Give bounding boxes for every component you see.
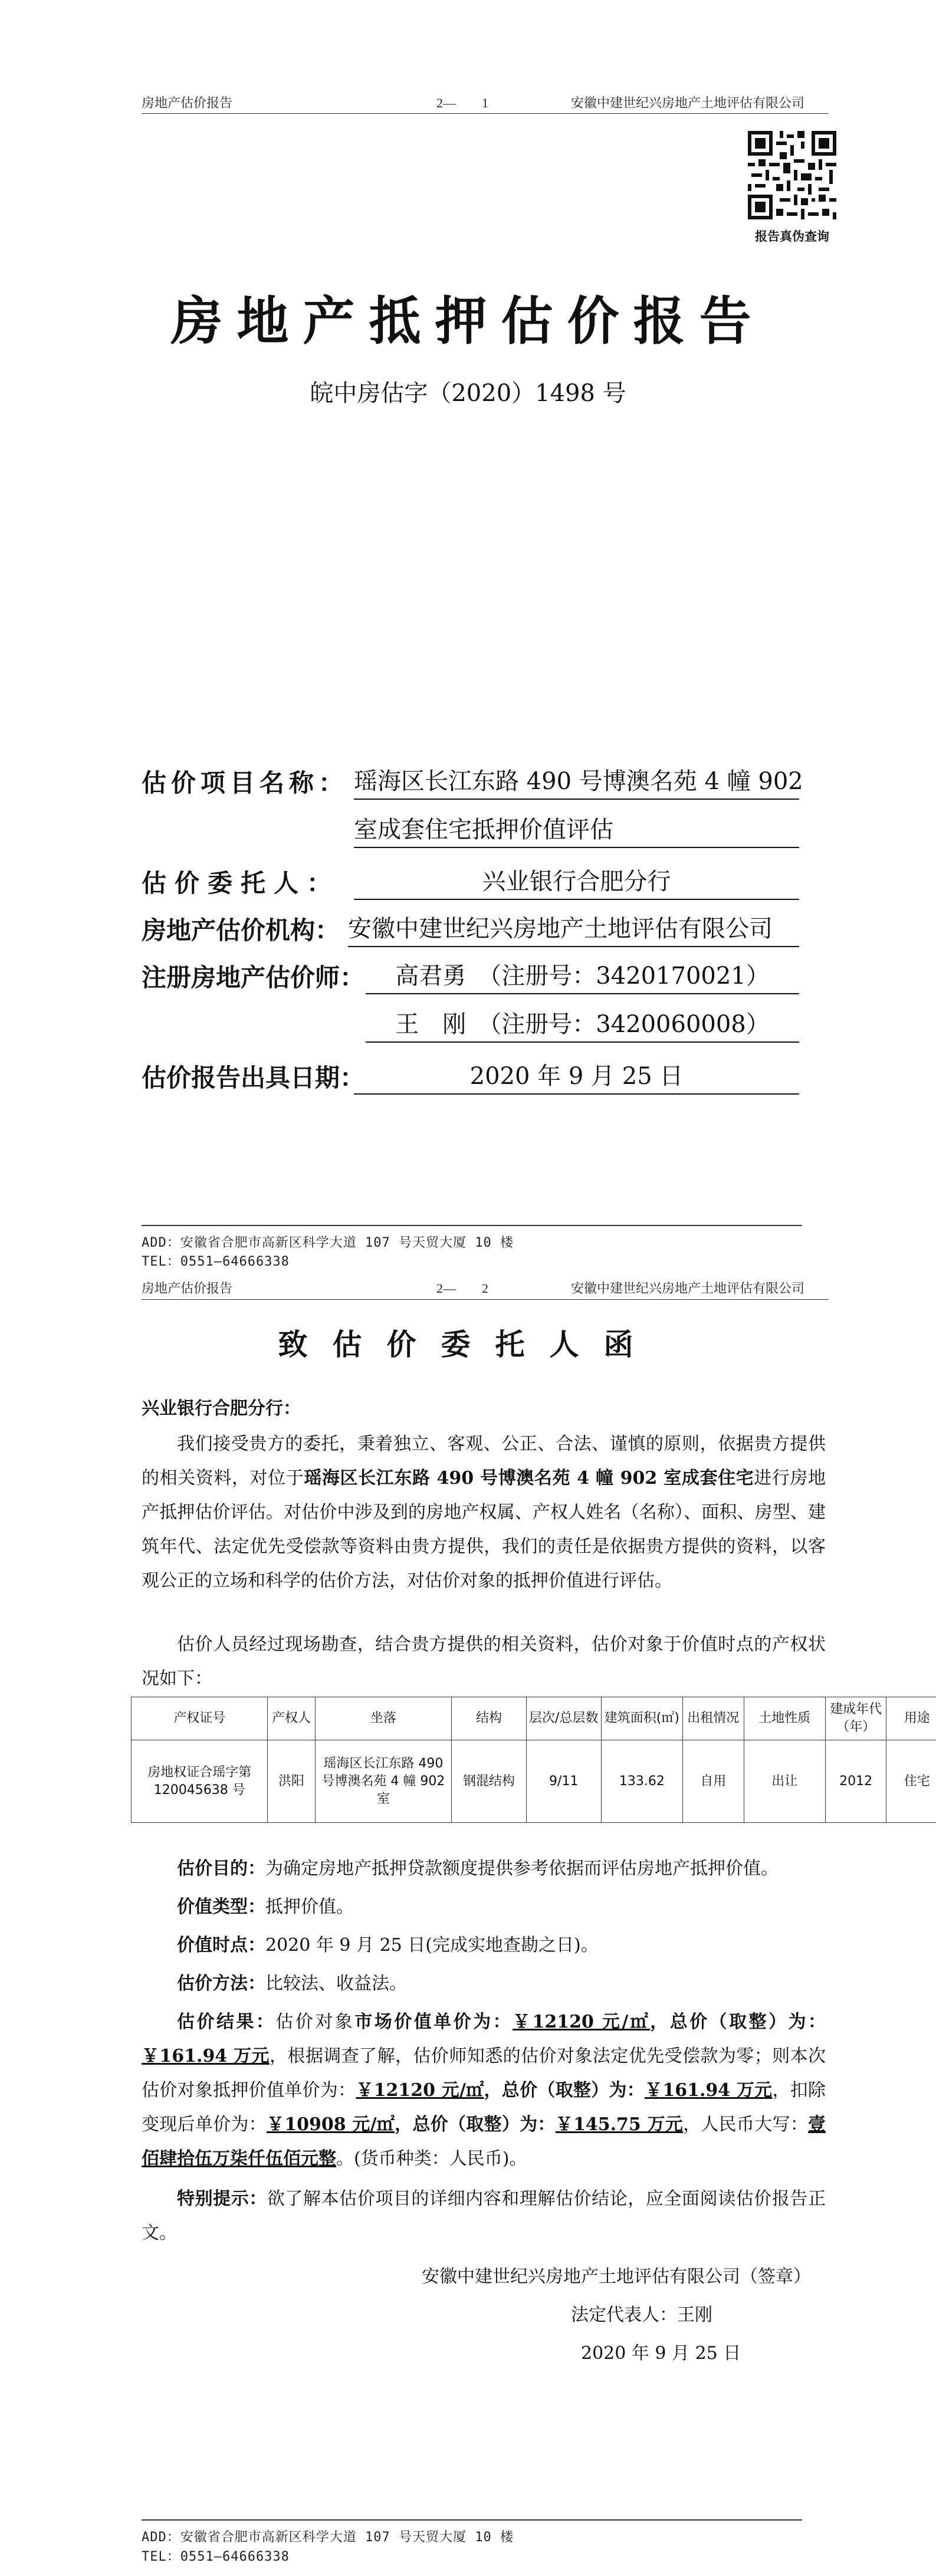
agency-label: 房地产估价机构： <box>142 916 340 945</box>
signature-date: 2020 年 9 月 25 日 <box>581 2343 741 2364</box>
page2-footer-address: ADD：安徽省合肥市高新区科学大道 107 号天贸大厦 10 楼 <box>142 2530 514 2545</box>
report-number: 皖中房估字（2020）1498 号 <box>310 380 626 407</box>
table-cell: 2012 <box>825 1740 886 1823</box>
page1-header-rule <box>142 113 829 114</box>
table-cell: 房地权证合瑶字第 120045638 号 <box>132 1740 268 1823</box>
page2-footer-rule <box>142 2519 802 2521</box>
table-header-cell: 建筑面积(㎡) <box>601 1697 682 1740</box>
table-header-cell: 坐落 <box>315 1697 451 1740</box>
appraiser-label: 注册房地产估价师： <box>142 963 365 992</box>
report-title: 房地产抵押估价报告 <box>170 290 766 351</box>
qr-code-icon[interactable] <box>748 131 836 219</box>
property-table <box>131 1697 936 1823</box>
page1-footer-rule <box>142 1225 802 1226</box>
table-header-cell: 结构 <box>452 1697 527 1740</box>
signature-representative: 法定代表人：王刚 <box>571 2305 712 2325</box>
table-cell: 出让 <box>744 1740 825 1823</box>
status-paragraph: 估价人员经过现场勘查，结合贵方提供的相关资料，估价对象于价值时点的产权状况如下： <box>142 1634 826 1689</box>
page2-header-rule <box>142 1299 829 1300</box>
page1-footer-address: ADD：安徽省合肥市高新区科学大道 107 号天贸大厦 10 楼 <box>142 1236 514 1250</box>
page2-header-page: 2— 2 <box>436 1281 489 1296</box>
table-header-cell: 产权人 <box>268 1697 315 1740</box>
table-header-cell: 层次/总层数 <box>526 1697 601 1740</box>
method-line: 估价方法：比较法、收益法。 <box>177 1973 407 1994</box>
letter-title: 致估价委托人函 <box>278 1327 658 1362</box>
appraiser-1: 高君勇 （注册号：3420170021） <box>366 957 799 994</box>
page1-header-left: 房地产估价报告 <box>142 96 233 110</box>
page1-header-page: 2— 1 <box>436 96 489 110</box>
table-cell: 洪阳 <box>268 1740 315 1823</box>
table-row <box>132 1740 936 1823</box>
table-header-cell: 出租情况 <box>683 1697 744 1740</box>
page1-header-right: 安徽中建世纪兴房地产土地评估有限公司 <box>571 96 805 110</box>
appraiser-2: 王 刚 （注册号：3420060008） <box>366 1006 799 1043</box>
project-name-line2: 室成套住宅抵押价值评估 <box>354 811 799 848</box>
qr-caption: 报告真伪查询 <box>755 229 829 244</box>
salutation: 兴业银行合肥分行： <box>142 1398 301 1419</box>
client-value: 兴业银行合肥分行 <box>354 863 799 900</box>
table-header-cell: 产权证号 <box>132 1697 268 1740</box>
date-value: 2020 年 9 月 25 日 <box>354 1057 799 1095</box>
intro-paragraph: 我们接受贵方的委托，秉着独立、客观、公正、合法、谨慎的原则，依据贵方提供的相关资料，对位于瑶海区长江东路 490 号博澳名苑 4 幢 902 室成套住宅进行房地产抵押估价评估。对估价中涉及到的房地产权属、产权人姓名（名称）、面积、房型、建筑年代、法定优先受偿款等资料由贵方提供，我们的责任是依据贵方提供的资料，以客观公正的立场和科学的估价方法，对估价对象的抵押价值进行评估。 <box>142 1434 826 1591</box>
purpose-line: 估价目的：为确定房地产抵押贷款额度提供参考依据而评估房地产抵押价值。 <box>177 1858 779 1879</box>
table-cell: 住宅 <box>886 1740 936 1823</box>
table-header-row <box>132 1697 936 1740</box>
page2-footer-tel: TEL：0551—64666338 <box>142 2549 290 2564</box>
page2-header-right: 安徽中建世纪兴房地产土地评估有限公司 <box>571 1281 805 1296</box>
table-header-cell: 土地性质 <box>744 1697 825 1740</box>
table-cell: 9/11 <box>526 1740 601 1823</box>
value-type-line: 价值类型：抵押价值。 <box>177 1897 354 1917</box>
notice-paragraph: 特别提示：欲了解本估价项目的详细内容和理解估价结论，应全面阅读估价报告正文。 <box>142 2189 826 2243</box>
table-cell: 瑶海区长江东路 490 号博澳名苑 4 幢 902 室 <box>315 1740 451 1823</box>
table-header-cell: 用途 <box>886 1697 936 1740</box>
result-paragraph: 估价结果：估价对象市场价值单价为：￥12120 元/㎡，总价（取整）为：￥161.94 万元，根据调查了解，估价师知悉的估价对象法定优先受偿款为零；则本次估价对象抵押价值单价为：￥12120 元/㎡，总价（取整）为：￥161.94 万元，扣除变现后单价为：￥10908 元/㎡，总价（取整）为：￥145.75 万元，人民币大写：壹佰肆拾伍万柒仟伍佰元整。(货币种类：人民币)。 <box>142 2012 826 2169</box>
project-name-line1: 瑶海区长江东路 490 号博澳名苑 4 幢 902 <box>354 763 799 800</box>
project-name-label: 估价项目名称： <box>142 768 349 797</box>
table-cell: 自用 <box>683 1740 744 1823</box>
value-time-line: 价值时点：2020 年 9 月 25 日(完成实地查勘之日)。 <box>177 1935 599 1956</box>
signature-company: 安徽中建世纪兴房地产土地评估有限公司（签章） <box>422 2266 811 2287</box>
date-label: 估价报告出具日期： <box>142 1063 365 1092</box>
page1-footer-tel: TEL：0551—64666338 <box>142 1254 290 1269</box>
agency-value: 安徽中建世纪兴房地产土地评估有限公司 <box>348 910 799 947</box>
client-label: 估价委托人： <box>142 869 340 898</box>
table-cell: 133.62 <box>601 1740 682 1823</box>
table-cell: 钢混结构 <box>452 1740 527 1823</box>
table-header-cell: 建成年代（年） <box>825 1697 886 1740</box>
page2-header-left: 房地产估价报告 <box>142 1281 233 1296</box>
